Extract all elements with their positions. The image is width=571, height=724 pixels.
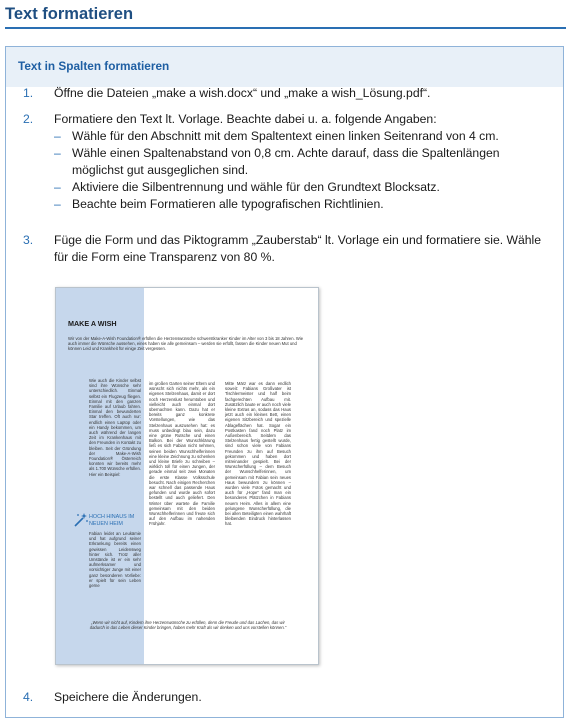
list-item: – Wähle für den Abschnitt mit dem Spaltentext einen linken Seitenrand von 4 cm. — [54, 128, 551, 145]
step-text: Füge die Form und das Piktogramm „Zauberstab“ lt. Vorlage ein und formatiere sie. Wähle für die Form eine Transparenz von 80 %. — [54, 233, 542, 264]
title-divider — [5, 27, 566, 29]
task-box-header — [6, 47, 563, 87]
task-box-title: Text in Spalten formatieren — [18, 59, 170, 73]
step-number: 4. — [23, 690, 34, 704]
list-item: – Aktiviere die Silbentrennung und wähle für den Grundtext Blocksatz. — [54, 179, 551, 196]
step-text: Formatiere den Text lt. Vorlage. Beachte dabei u. a. folgende Angaben: — [54, 112, 437, 126]
preview-title: MAKE A WISH — [68, 319, 117, 328]
preview-column-3: Mitte März war es dann endlich soweit: Fabians Großvater ist Tischlermeister und half beim fachgerechten Aufbau mit. Zusätzlich baute er auch noch viele kleine Extras an, sodass das Haus jetzt auch ein kleines Bett, einen eigenen Sitzbereich und spezielle Ablageflächen hat. Sogar ein Postkasten fand noch Platz im Außenbereich. Seitdem das Stelzenhaus fertig gestellt wurde, sind schon viele von Fabians Freunden zu ihm auf Besuch gekommen und haben dort mitreinander gespielt. Bei der Wunscherfüllung – dem Besuch der Wunschhelferinnen, um gemeinsam mit Fabian sein neues Haus bewundern zu können – wurden viele Fotos gemacht und auch für „Hope“ fand man ein besonderes Plätzchen in Fabians neuem Heim. Alles in allem eine gelungene Wunscherfüllung, die bei allen Beteiligten einen wahrhaft bleibenden Eindruck hinterlassen hat. — [225, 381, 291, 527]
task-box — [5, 46, 564, 718]
list-item: – Wähle einen Spaltenabstand von 0,8 cm. Achte darauf, dass die Spaltenlängen möglichst gut ausgeglichen sind. — [54, 145, 551, 179]
step-number: 2. — [23, 112, 34, 126]
bullet-list — [54, 128, 551, 213]
preview-quote: „Wenn wir nicht auf, Kindern ihre Herzenswünsche zu erfüllen, denn die Freude und das Lachen, das wir dadurch in das Leben dieser Kinder bringen, haben mehr Kraft als wir denken und uns vorstellen können.“ — [89, 620, 287, 631]
preview-column-1-continued: Fabian leidet an Leukämie und hat aufgrund seiner Erkrankung bereits einen gewissen Leidensweg hinter sich. Trotz aller Umstände ist er ein sehr aufmerksamer und vorsichtiger Junge mit einer ganz besonderen Vorliebe: er spielt für sein Leben gerne — [89, 531, 141, 589]
magic-wand-icon — [73, 512, 89, 528]
step-number: 3. — [23, 233, 34, 247]
page-title: Text formatieren — [5, 5, 134, 23]
step-content — [54, 111, 551, 213]
list-item: – Beachte beim Formatieren alle typografischen Richtlinien. — [54, 196, 551, 213]
preview-intro: Wir von der Make-A-Wish Foundation® erfüllen die Herzenswünsche schwerstkranker Kinder im Alter von 3 bis 18 Jahren. Wie auch immer die Wünsche aussehen, eines haben sie alle gemeinsam – werden sie erfüllt, fassen die Kinder neuen Mut und können Leid und Krankheit für einige Zeit vergessen. — [68, 336, 304, 352]
preview-column-1: Wie auch die Kinder selbst sind ihre Wünsche sehr unterschiedlich. Einmal selbst ein Flugzeug fliegen. Einmal mit den ganzen Familie auf Urlaub fahren. Einmal den bewunderten Star treffen. Oft auch nur: endlich einen Laptop oder ein Handy bekommen, um auch während der langen Zeit im Krankenhaus mit den Freunden in Kontakt zu bleiben. Seit der Gründung der Make-A-Wish Foundation® Österreich konnten wir bereits mehr als 1.700 Wünsche erfüllen. Hier ein Beispiel: — [89, 378, 141, 477]
preview-highlight-heading: HOCH HINAUS IM NEUEN HEIM — [89, 514, 135, 527]
step-number: 1. — [23, 86, 34, 100]
document-preview — [55, 287, 319, 665]
preview-column-2: im großen Garten seiner Eltern und wünscht sich nichts mehr, als ein eigenes Stelzenhaus, damit er dort noch Herzenslust herumtoben und vielleicht auch einmal dort übernachten kann. Dazu hat er bereits ganz konkrete Vorstellungen, wie das Stelzenhaus auszusehen hat: es muss unbedingt blau sein, dazu eine grüne Rutsche und einen Balkon. Bei der Wunschklärung ließ es sich Fabian nicht nehmen, seinen beiden Wunschhelferinnen eine kleine Zeichnung zu schenken und kleine Briefe zu schreiben – wirklich toll für einen Jungen, der gerade einmal seit zwei Monaten die erste Klasse Volksschule besucht. Nach einigen Recherchen war schnell das passende Haus gefunden und wurde auch sofort bestellt und auch geliefert. Den Winter über wartete die Familie gemeinsam mit den beiden Wunschhelferinnen und freute sich auf den Aufbau im nahenden Frühjahr. — [149, 381, 215, 527]
step-text: Öffne die Dateien „make a wish.docx“ und „make a wish_Lösung.pdf“. — [54, 86, 431, 100]
step-text: Speichere die Änderungen. — [54, 690, 202, 704]
